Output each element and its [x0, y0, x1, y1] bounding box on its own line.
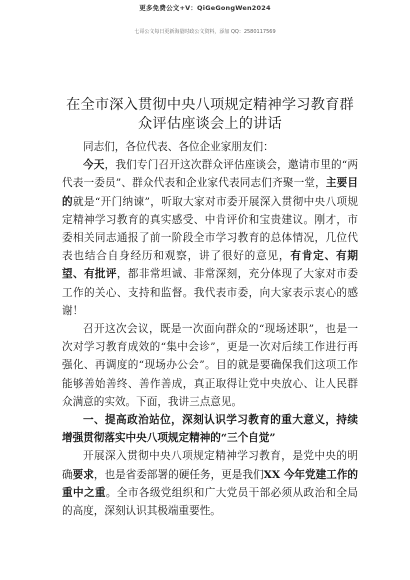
section-1-heading: 一、提高政治站位，深刻认识学习教育的重大意义，持续增强贯彻落实中央八项规定精神的“三个自觉” [62, 414, 358, 445]
p1-emphasis-2: 有肯定、有期望、有批评 [62, 250, 359, 281]
p1-emphasis-1: 主要目的 [62, 177, 358, 208]
p3-emphasis-2: XX 今年党建工作的重中之重 [62, 468, 359, 499]
p1-text-1: ，我们专门召开这次群众评估座谈会，邀请市里的“两代表一委员”、群众代表和企业家代表同志们齐聚一堂， [62, 159, 359, 190]
p3-text-3: 。全市各级党组织和广大党员干部必须从政治和全局的高度，深刻认识其极端重要性。 [62, 486, 359, 518]
p1-text-3: ，都非常坦诚、非常深刻，充分体现了大家对市委工作的关心、支持和监督。我代表市委，向大家表示衷心的感谢！ [62, 268, 359, 317]
watermark-subline: 七哥公文每日更新海量时政公文资料，添加 QQ：2580117569 [134, 29, 276, 35]
watermark-header: 更多免费公文+V：QiGeGongWen2024 [139, 4, 271, 12]
p3-text-2: ，也是省委部署的硬任务，更是我们 [93, 468, 264, 481]
paragraph-2: 召开这次会议，既是一次面向群众的“现场述职”，也是一次对学习教育成效的“集中会诊”，更是一次对后续工作进行再强化、再调度的“现场办公会”。目的就是要确保我们这项工作能够善始善终、善作善成，真正取得让党中央放心、让人民群众满意的实效。下面，我讲三点意见。 [62, 323, 358, 408]
document-body [62, 96, 358, 520]
paragraph-1 [62, 156, 358, 320]
p1-lead: 今天 [83, 159, 105, 172]
p3-text-1: 开展深入贯彻中央八项规定精神学习教育，是党中央的明确 [62, 450, 358, 481]
paragraph-3 [62, 447, 358, 520]
p3-emphasis-1: 要求 [72, 468, 94, 481]
document-title: 在全市深入贯彻中央八项规定精神学习教育群众评估座谈会上的讲话 [66, 97, 354, 132]
p1-text-2: 就是“开门纳谏”，听取大家对市委开展深入贯彻中央八项规定精神学习教育的真实感受、中肯评价和宝贵建议。刚才，市委相关同志通报了前一阶段全市学习教育的总体情况，几位代表也结合自身经历和观察，讲了很好的意见， [62, 195, 359, 263]
salutation: 同志们，各位代表、各位企业家朋友们： [83, 141, 274, 153]
